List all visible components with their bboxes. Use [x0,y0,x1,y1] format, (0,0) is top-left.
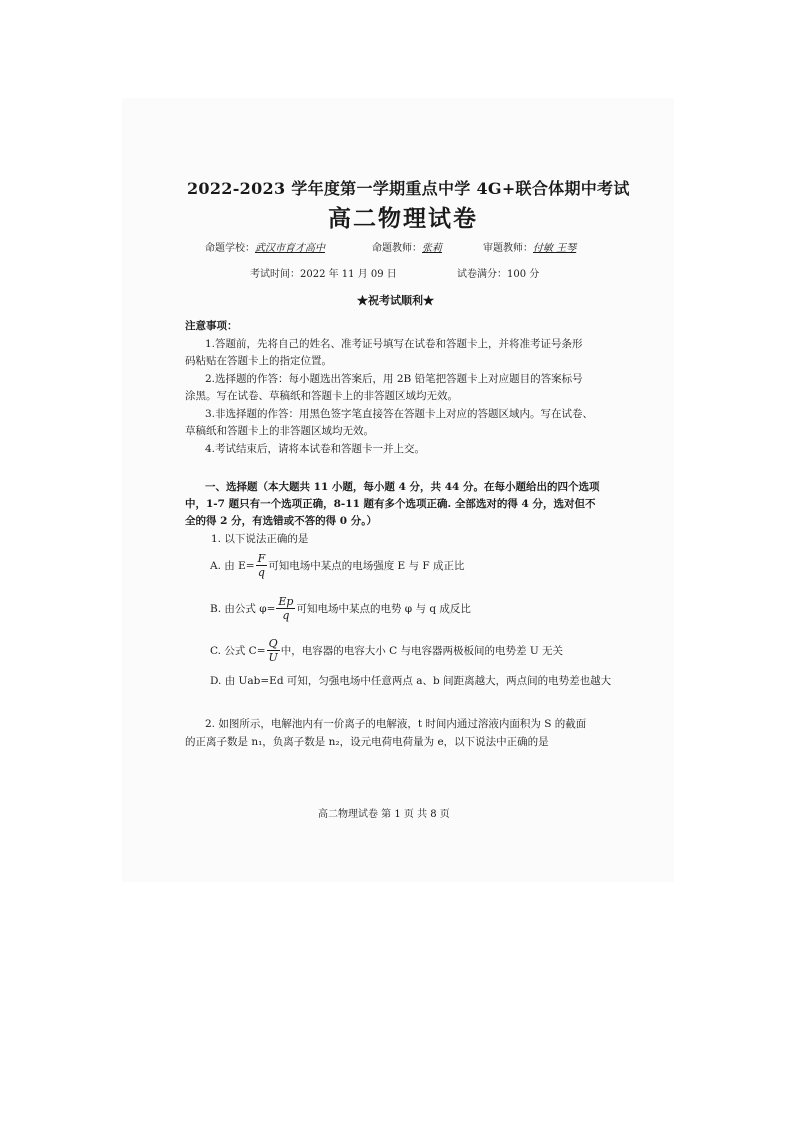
option-a-denominator: q [257,566,265,579]
section-header-line-1: 一、选择题（本大题共 11 小题，每小题 4 分，共 44 分。在每小题给出的四个选项 [205,481,600,493]
option-b-fraction [276,595,295,622]
reviewer-name: 付敏 王琴 [533,243,577,254]
section-header-line-2: 中，1-7 题只有一个选项正确，8-11 题有多个选项正确. 全部选对的得 4 分，选对但不 [185,498,596,510]
page-footer: 高二物理试卷 第 1 页 共 8 页 [318,809,450,820]
note-3-line-1: 3.非选择题的作答：用黑色签字笔直接答在答题卡上对应的答题区域内。写在试卷、 [205,408,594,420]
option-c-fraction [267,637,280,664]
note-2-line-2: 涂黑。写在试卷、草稿纸和答题卡上的非答题区域均无效。 [185,390,458,402]
option-b-denominator: q [282,609,290,622]
question-1-option-c [210,637,563,664]
reviewer-label: 审题教师： [483,243,533,254]
school-label: 命题学校： [205,243,255,254]
paper-subtitle: 高二物理试卷 [328,205,478,232]
good-luck-banner: ★祝考试顺利★ [357,294,434,307]
notes-heading: 注意事项： [185,320,238,332]
option-c-numerator: Q [268,637,278,650]
school-name: 武汉市育才高中 [255,243,325,254]
note-4: 4.考试结束后，请将本试卷和答题卡一并上交。 [205,443,426,455]
option-a-prefix: A. 由 E= [210,560,255,572]
option-a-fraction [256,552,268,579]
option-b-text: 可知电场中某点的电势 φ 与 q 成反比 [296,603,471,615]
exam-title: 2022-2023 学年度第一学期重点中学 4G+联合体期中考试 [187,179,630,198]
option-b-numerator: Ep [278,595,294,608]
question-2-line-1: 2. 如图所示，电解池内有一价离子的电解液，t 时间内通过溶液内面积为 S 的截面 [205,718,587,730]
section-header-line-3: 全的得 2 分，有选错或不答的得 0 分。） [185,515,377,527]
question-1-option-b [210,595,471,622]
setter-name: 张莉 [422,243,442,254]
option-a-numerator: F [257,552,266,565]
note-2-line-1: 2.选择题的作答：每小题选出答案后，用 2B 铅笔把答题卡上对应题目的答案标号 [205,373,583,385]
full-score: 试卷满分：100 分 [457,269,540,280]
setter-line [372,239,442,254]
reviewer-line [483,239,576,254]
setter-label: 命题教师： [372,243,422,254]
question-2-line-2: 的正离子数是 n₁，负离子数是 n₂，设元电荷电荷量为 e，以下说法中正确的是 [185,736,549,748]
note-1-line-2: 码粘贴在答题卡上的指定位置。 [185,355,332,367]
exam-date: 考试时间：2022 年 11 月 09 日 [250,269,397,280]
school-line [205,239,325,254]
option-a-text: 可知电场中某点的电场强度 E 与 F 成正比 [268,560,465,572]
question-1-option-a [210,552,465,579]
option-c-denominator: U [268,651,278,664]
note-1-line-1: 1.答题前，先将自己的姓名、准考证号填写在试卷和答题卡上，并将准考证号条形 [205,338,583,350]
option-c-prefix: C. 公式 C= [210,645,266,657]
question-1-option-d: D. 由 Uab=Ed 可知，匀强电场中任意两点 a、b 间距离越大，两点间的电势差也越大 [210,675,612,687]
note-3-line-2: 草稿纸和答题卡上的非答题区域均无效。 [185,425,374,437]
option-c-text: 中，电容器的电容大小 C 与电容器两极板间的电势差 U 无关 [280,645,564,657]
option-b-prefix: B. 由公式 φ= [210,603,276,615]
question-1-stem: 1. 以下说法正确的是 [211,533,309,545]
